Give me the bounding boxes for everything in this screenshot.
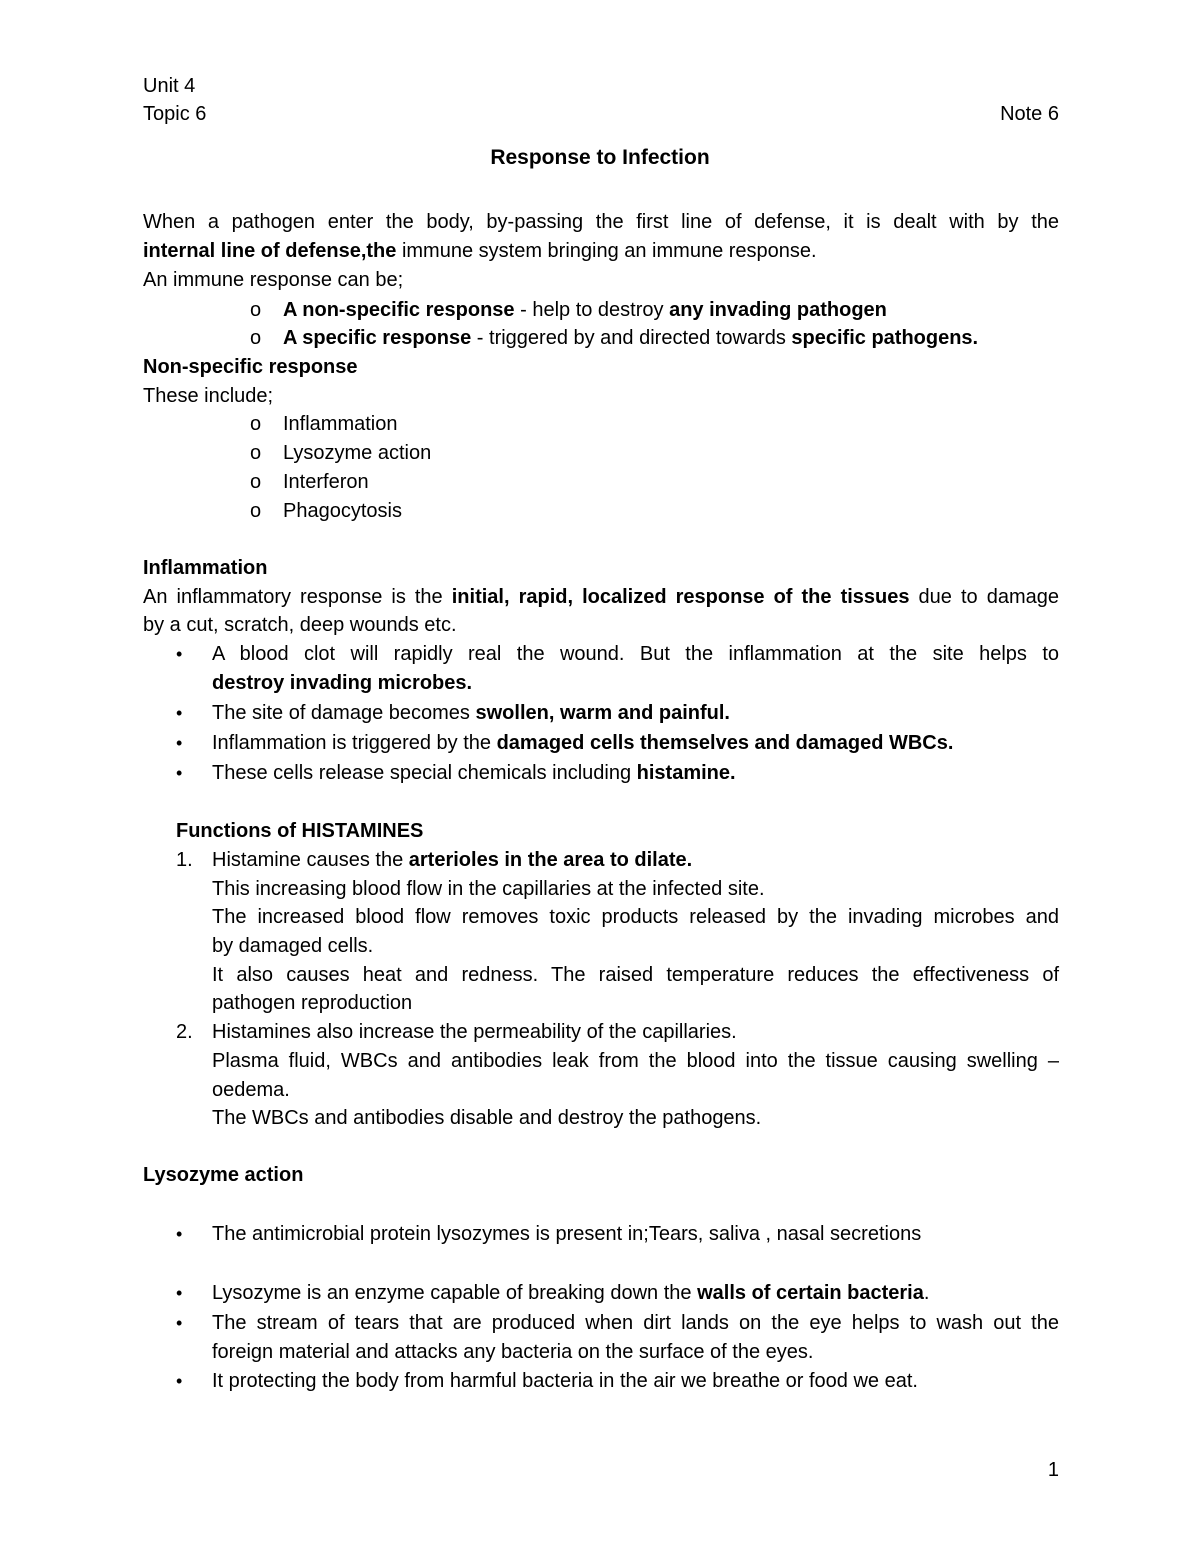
histamine-item-2-line-4: The WBCs and antibodies disable and destroy the pathogens. [212, 1107, 762, 1129]
dot-bullet-icon: • [176, 1313, 183, 1333]
option-term: A non-specific response [283, 299, 515, 321]
intro-line-1: When a pathogen enter the body, by-passing the first line of defense, it is dealt with by the [143, 211, 1059, 233]
text-run: Inflammation is triggered by the [212, 732, 497, 754]
lysozyme-bullet-3-line-1: The stream of tears that are produced when dirt lands on the eye helps to wash out the [212, 1312, 1059, 1334]
dot-bullet-icon: • [176, 1224, 183, 1244]
text-run: The site of damage becomes [212, 702, 476, 724]
section-heading-inflammation: Inflammation [143, 557, 268, 579]
histamine-item-2-line-1: Histamines also increase the permeability of the capillaries. [212, 1021, 737, 1043]
dot-bullet-icon: • [176, 1371, 183, 1391]
list-item: Interferon [283, 471, 369, 493]
inflammation-paragraph-line-2: by a cut, scratch, deep wounds etc. [143, 614, 457, 636]
intro-line-3: An immune response can be; [143, 269, 404, 291]
circle-bullet-icon: o [250, 442, 262, 464]
circle-bullet-icon: o [250, 471, 262, 493]
option-term: A specific response [283, 327, 472, 349]
lysozyme-bullet-2 [212, 1279, 929, 1307]
list-number: 1. [176, 849, 193, 871]
circle-bullet-icon: o [250, 299, 262, 321]
intro-line-2 [143, 237, 817, 265]
text-run: due to damage [909, 586, 1059, 608]
list-item: Phagocytosis [283, 500, 402, 522]
inflammation-bullet-1-line-1: A blood clot will rapidly real the wound. But the inflammation at the site helps to [212, 643, 1059, 665]
inflammation-bullet-1-line-2: destroy invading microbes. [212, 672, 473, 694]
lysozyme-bullet-3-line-2: foreign material and attacks any bacteria on the surface of the eyes. [212, 1341, 814, 1363]
inflammation-bullet-3 [212, 729, 953, 757]
histamine-item-2-line-3: oedema. [212, 1079, 290, 1101]
list-item: Inflammation [283, 413, 398, 435]
text-emphasis: arterioles in the area to dilate. [408, 849, 693, 871]
intro-bold-phrase: internal line of defense,the [143, 240, 397, 262]
histamine-item-1-line-3: The increased blood flow removes toxic products released by the invading microbes and [212, 906, 1059, 928]
text-run: An inflammatory response is the [143, 586, 452, 608]
page-title: Response to Infection [490, 146, 710, 169]
page-number: 1 [1047, 1459, 1059, 1481]
histamine-item-1-line-5: It also causes heat and redness. The raised temperature reduces the effectiveness of [212, 964, 1059, 986]
dot-bullet-icon: • [176, 733, 183, 753]
note-label: Note 6 [1000, 103, 1059, 125]
histamine-item-1-line-2: This increasing blood flow in the capillaries at the infected site. [212, 878, 765, 900]
circle-bullet-icon: o [250, 413, 262, 435]
dot-bullet-icon: • [176, 644, 183, 664]
histamine-item-1-line-1 [212, 846, 692, 874]
circle-bullet-icon: o [250, 500, 262, 522]
dot-bullet-icon: • [176, 763, 183, 783]
text-run: Lysozyme is an enzyme capable of breaking down the [212, 1282, 698, 1304]
lysozyme-bullet-4: It protecting the body from harmful bacteria in the air we breathe or food we eat. [212, 1370, 918, 1392]
histamine-item-1-line-6: pathogen reproduction [212, 992, 413, 1014]
option-emphasis: any invading pathogen [669, 299, 887, 321]
unit-label: Unit 4 [143, 75, 196, 97]
text-emphasis: walls of certain bacteria [697, 1282, 924, 1304]
section-heading-lysozyme: Lysozyme action [143, 1164, 304, 1186]
dot-bullet-icon: • [176, 1283, 183, 1303]
text-emphasis: histamine. [636, 762, 736, 784]
list-item: Lysozyme action [283, 442, 432, 464]
text-run: Histamine causes the [212, 849, 409, 871]
text-emphasis: damaged cells themselves and damaged WBCs. [496, 732, 954, 754]
response-option-nonspecific [283, 296, 887, 324]
intro-line-2-rest: immune system bringing an immune response. [396, 240, 817, 262]
histamine-item-1-line-4: by damaged cells. [212, 935, 374, 957]
inflammation-paragraph-line-1 [143, 583, 1059, 611]
text-emphasis: initial, rapid, localized response of the tissues [451, 586, 910, 608]
section-heading-histamines: Functions of HISTAMINES [176, 820, 424, 842]
response-option-specific [283, 324, 978, 352]
inflammation-bullet-2 [212, 699, 730, 727]
list-number: 2. [176, 1021, 193, 1043]
histamine-item-2-line-2: Plasma fluid, WBCs and antibodies leak from the blood into the tissue causing swelling – [212, 1050, 1059, 1072]
option-text: - triggered by and directed towards [471, 327, 792, 349]
text-emphasis: swollen, warm and painful. [475, 702, 730, 724]
nonspecific-lead: These include; [143, 385, 274, 407]
dot-bullet-icon: • [176, 703, 183, 723]
inflammation-bullet-4 [212, 759, 736, 787]
text-run: These cells release special chemicals including [212, 762, 637, 784]
topic-label: Topic 6 [143, 103, 207, 125]
circle-bullet-icon: o [250, 327, 262, 349]
option-emphasis: specific pathogens. [791, 327, 979, 349]
section-heading-nonspecific: Non-specific response [143, 356, 358, 378]
option-text: - help to destroy [514, 299, 670, 321]
text-run: . [923, 1282, 930, 1304]
lysozyme-bullet-1: The antimicrobial protein lysozymes is present in;Tears, saliva , nasal secretions [212, 1223, 922, 1245]
